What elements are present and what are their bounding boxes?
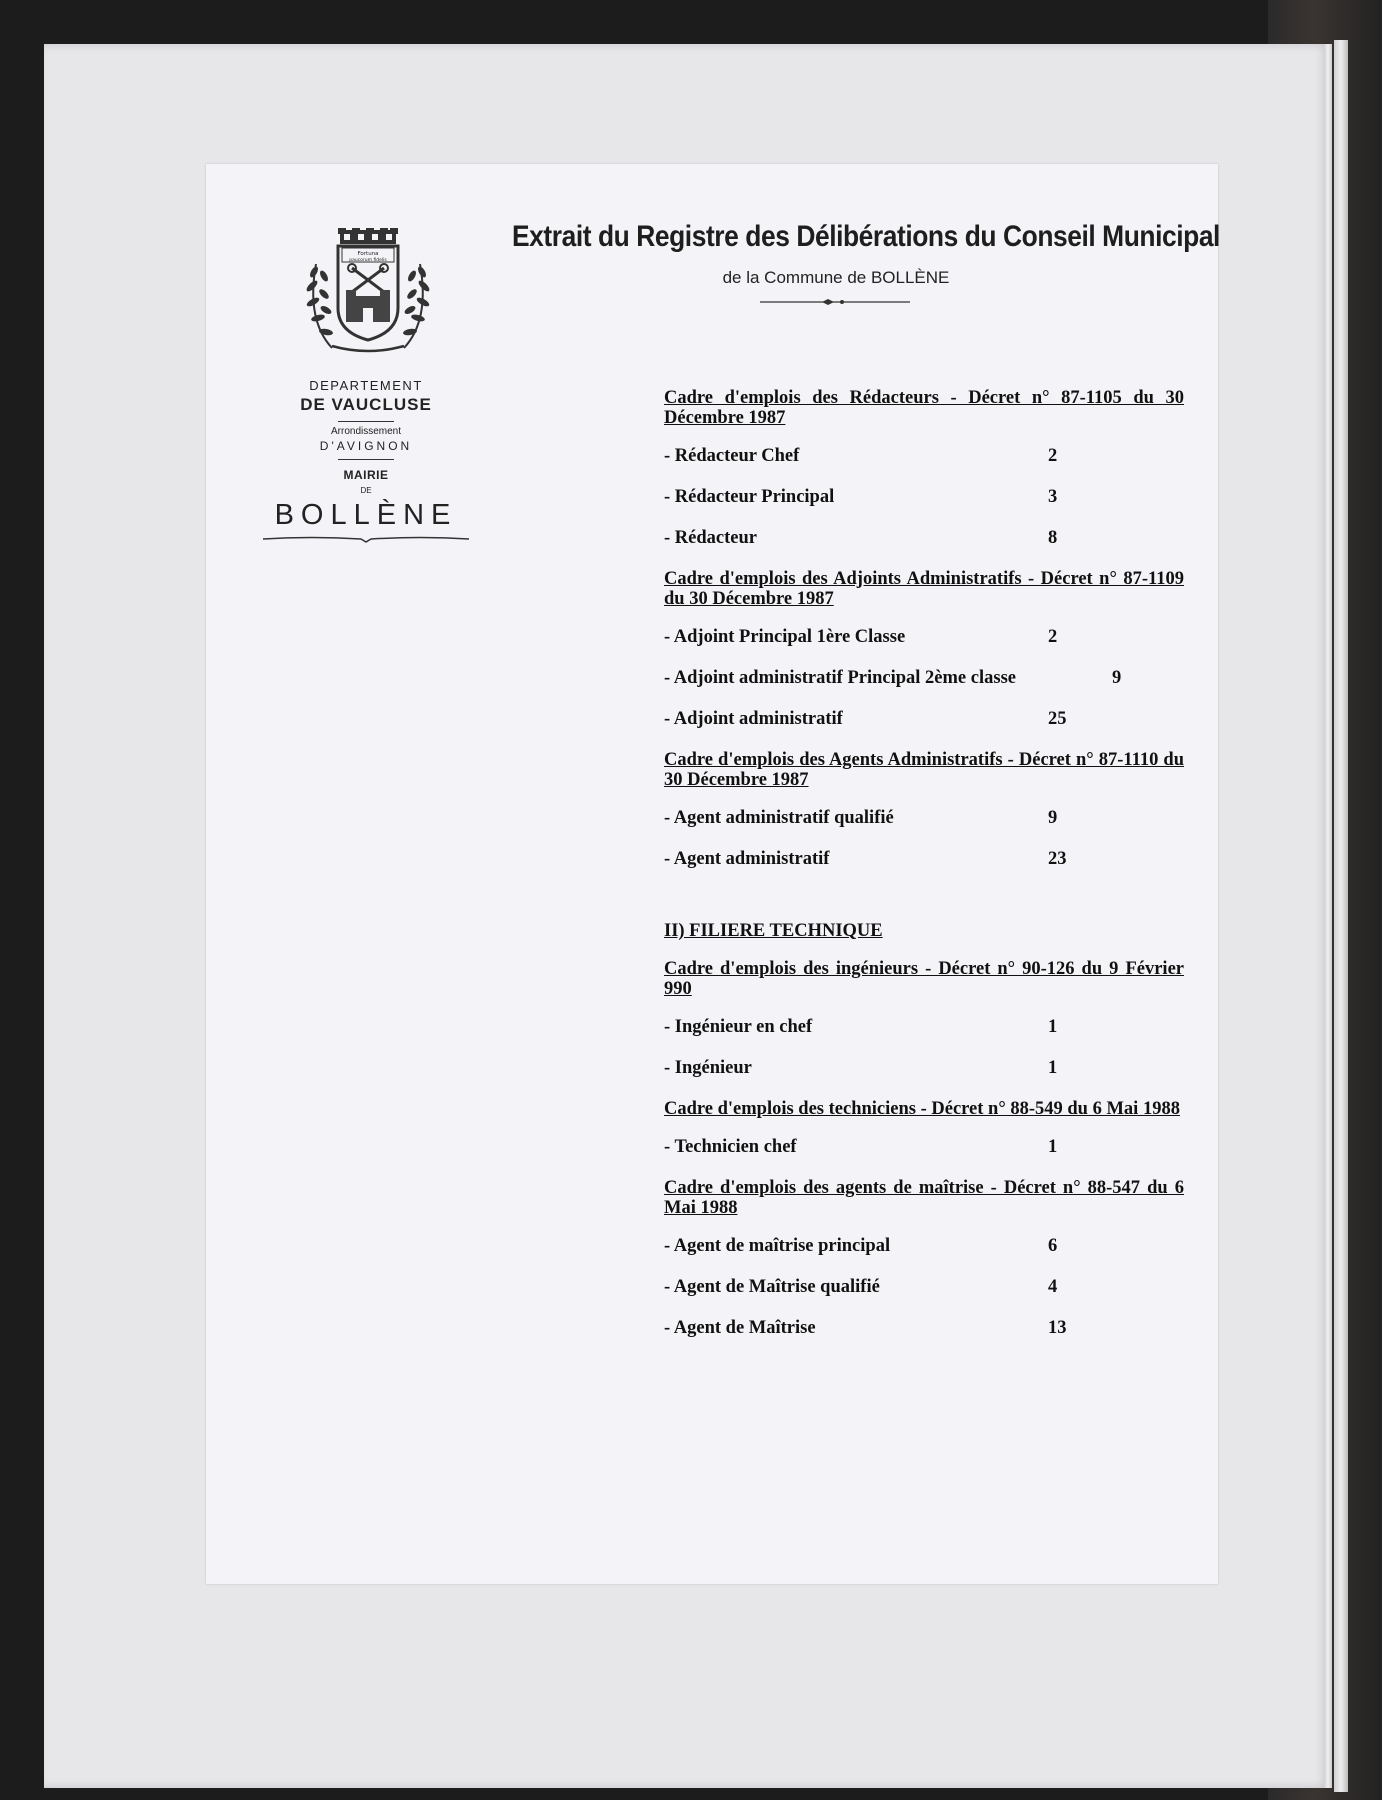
list-item <box>664 808 1184 828</box>
section-title: Cadre d'emplois des Rédacteurs - Décret n° 87-1105 du 30 Décembre 1987 <box>664 388 1184 428</box>
item-label: - Rédacteur <box>664 528 757 548</box>
arrondissement-label: Arrondissement <box>330 426 402 437</box>
divider <box>338 421 394 422</box>
filiere-heading: II) FILIERE TECHNIQUE <box>664 921 883 941</box>
list-item <box>664 709 1184 729</box>
item-count: 1 <box>1048 1058 1058 1078</box>
list-item <box>664 1318 1184 1338</box>
department-block <box>246 378 486 544</box>
list-item <box>664 528 1184 548</box>
document-sheet <box>206 164 1218 1584</box>
list-item <box>664 1277 1184 1297</box>
main-content <box>664 388 1184 1359</box>
page-fold <box>1324 44 1332 1788</box>
page-subtitle: de la Commune de BOLLÈNE <box>722 268 950 287</box>
item-label: - Agent de maîtrise principal <box>664 1236 891 1256</box>
item-label: - Adjoint administratif Principal 2ème classe <box>664 668 1016 688</box>
item-count: 2 <box>1048 446 1058 466</box>
item-label: - Technicien chef <box>664 1137 797 1157</box>
section-adjoints <box>664 569 1184 729</box>
item-count: 8 <box>1048 528 1058 548</box>
item-count: 23 <box>1048 849 1067 869</box>
list-item <box>664 487 1184 507</box>
section-title: Cadre d'emplois des Agents Administratifs - Décret n° 87-1110 du 30 Décembre 1987 <box>664 750 1184 790</box>
arrondissement-name: D'AVIGNON <box>319 439 413 453</box>
item-label: - Agent administratif <box>664 849 830 869</box>
swash-divider-icon <box>261 534 471 544</box>
crest-motto-1: Fortuna <box>357 251 379 257</box>
item-count: 1 <box>1048 1137 1058 1157</box>
item-count: 13 <box>1048 1318 1067 1338</box>
section-agents-maitrise <box>664 1178 1184 1338</box>
mairie-label: MAIRIE <box>343 468 389 482</box>
item-count: 9 <box>1112 668 1122 688</box>
item-label: - Rédacteur Chef <box>664 446 800 466</box>
department-label: DEPARTEMENT <box>309 378 423 393</box>
list-item <box>664 1017 1184 1037</box>
item-label: - Rédacteur Principal <box>664 487 835 507</box>
divider <box>338 459 394 460</box>
item-count: 6 <box>1048 1236 1058 1256</box>
section-redacteurs <box>664 388 1184 548</box>
item-count: 9 <box>1048 808 1058 828</box>
item-label: - Adjoint Principal 1ère Classe <box>664 627 906 647</box>
section-techniciens <box>664 1099 1184 1157</box>
section-agents-administratifs <box>664 750 1184 869</box>
page-stack-edge <box>1334 40 1348 1792</box>
item-count: 1 <box>1048 1017 1058 1037</box>
page-title: Extrait du Registre des Délibérations du Conseil Municipal <box>512 220 1220 253</box>
list-item <box>664 668 1184 688</box>
item-count: 2 <box>1048 627 1058 647</box>
item-label: - Agent de Maîtrise qualifié <box>664 1277 880 1297</box>
mairie-de-label: DE <box>360 486 372 495</box>
item-count: 3 <box>1048 487 1058 507</box>
title-divider-icon <box>760 298 910 306</box>
department-name: DE VAUCLUSE <box>300 395 432 414</box>
item-label: - Ingénieur en chef <box>664 1017 813 1037</box>
crest-motto-2: paucorum fidelis <box>349 258 387 263</box>
section-title: Cadre d'emplois des techniciens - Décret n° 88-549 du 6 Mai 1988 <box>664 1099 1180 1119</box>
section-title: Cadre d'emplois des ingénieurs - Décret n° 90-126 du 9 Février 990 <box>664 959 1184 999</box>
commune-name: BOLLÈNE <box>274 499 458 531</box>
list-item <box>664 1236 1184 1256</box>
coat-of-arms-icon <box>288 228 448 356</box>
list-item <box>664 446 1184 466</box>
item-label: - Agent administratif qualifié <box>664 808 894 828</box>
list-item <box>664 627 1184 647</box>
section-title: Cadre d'emplois des agents de maîtrise - Décret n° 88-547 du 6 Mai 1988 <box>664 1178 1184 1218</box>
item-label: - Ingénieur <box>664 1058 752 1078</box>
item-label: - Adjoint administratif <box>664 709 843 729</box>
section-title: Cadre d'emplois des Adjoints Administratifs - Décret n° 87-1109 du 30 Décembre 1987 <box>664 569 1184 609</box>
item-count: 4 <box>1048 1277 1058 1297</box>
list-item <box>664 1137 1184 1157</box>
section-ingenieurs <box>664 959 1184 1078</box>
list-item <box>664 1058 1184 1078</box>
item-label: - Agent de Maîtrise <box>664 1318 816 1338</box>
item-count: 25 <box>1048 709 1067 729</box>
list-item <box>664 849 1184 869</box>
